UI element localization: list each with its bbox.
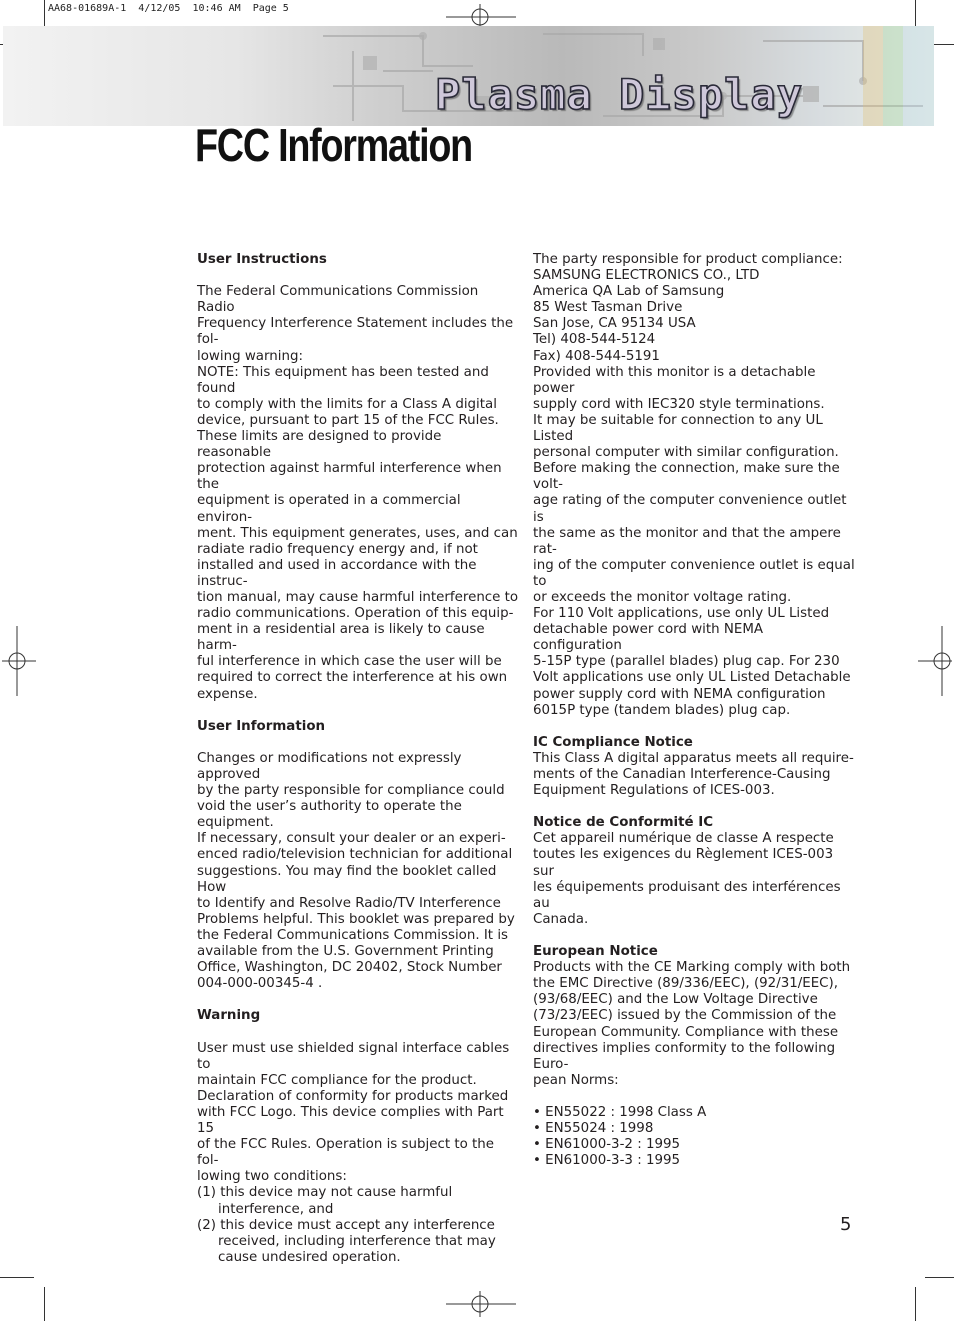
text-line: European Community. Compliance with these [533, 1024, 839, 1040]
text-line: (93/68/EEC) and the Low Voltage Directive [533, 992, 818, 1008]
section-heading-notice-de-conformite: Notice de Conformité IC [533, 815, 714, 831]
registration-mark-icon [446, 1291, 516, 1317]
crop-mark [925, 1277, 954, 1278]
section-heading-user-instructions: User Instructions [197, 252, 327, 267]
text-line: ments of the Canadian Interference-Causing [533, 767, 831, 782]
text-line: directives implies conformity to the following Euro- [533, 1040, 836, 1072]
text-line: tion manual, may cause harmful interference to [197, 589, 519, 605]
notice-de-conformite-text [533, 831, 855, 928]
text-line: Products with the CE Marking comply with both [533, 960, 851, 976]
text-line: Office, Washington, DC 20402, Stock Number [197, 960, 502, 976]
text-line: User must use shielded signal interface cables to [197, 1040, 510, 1072]
warning-text [197, 1041, 519, 1266]
text-line: 5-15P type (parallel blades) plug cap. For 230 [533, 654, 840, 670]
text-line: suggestions. You may find the booklet called How [197, 863, 497, 895]
list-item: • EN61000-3-3 : 1995 [533, 1153, 681, 1169]
crop-mark [915, 1287, 916, 1321]
norms-list [533, 1105, 855, 1169]
text-line: the Federal Communications Commission. It is [197, 927, 509, 943]
text-line: San Jose, CA 95134 USA [533, 316, 696, 332]
text-line: with FCC Logo. This device complies with Part 15 [197, 1104, 504, 1137]
text-line: power supply cord with NEMA configuration [533, 686, 826, 702]
text-line: to comply with the limits for a Class A digital [197, 396, 497, 412]
text-line: pean Norms: [533, 1072, 619, 1088]
list-item: • EN55022 : 1998 Class A [533, 1104, 707, 1120]
text-line: expense. [197, 686, 258, 702]
list-item: • EN61000-3-2 : 1995 [533, 1137, 681, 1153]
list-item: • EN55024 : 1998 [533, 1121, 654, 1137]
text-line: personal computer with similar configuration. [533, 445, 839, 461]
text-line: Fax) 408-544-5191 [533, 348, 660, 364]
condition-item: (2) this device must accept any interference received, including interference that may cause undesired operation. [197, 1217, 496, 1265]
text-line: Problems helpful. This booklet was prepared by [197, 911, 515, 927]
text-line: Volt applications use only UL Listed Detachable [533, 670, 851, 686]
text-line: The Federal Communications Commission Radio [197, 284, 479, 316]
text-line: radiate radio frequency energy and, if not [197, 541, 478, 557]
text-line: by the party responsible for compliance could [197, 783, 505, 799]
text-line: ment in a residential area is likely to cause harm- [197, 622, 485, 654]
text-line: ing of the computer convenience outlet is equal to [533, 557, 855, 589]
compliance-party-text [533, 252, 855, 719]
section-heading-european-notice: European Notice [533, 944, 658, 960]
section-heading-user-information: User Information [197, 718, 326, 734]
text-line: lowing two conditions: [197, 1169, 347, 1185]
text-line: Provided with this monitor is a detachable power [533, 364, 816, 396]
text-line: America QA Lab of Samsung [533, 284, 725, 300]
text-line: If necessary, consult your dealer or an experi- [197, 831, 506, 847]
text-line: Canada. [533, 911, 589, 927]
text-line: of the FCC Rules. Operation is subject to the fol- [197, 1137, 495, 1169]
section-heading-ic-compliance: IC Compliance Notice [533, 734, 693, 750]
text-line: 85 West Tasman Drive [533, 300, 683, 316]
text-line: ful interference in which case the user will be [197, 654, 502, 670]
text-line: Changes or modifications not expressly approved [197, 750, 462, 782]
text-line: NOTE: This equipment has been tested and found [197, 364, 489, 396]
print-slug-line: AA68-01689A-1 4/12/05 10:46 AM Page 5 [48, 3, 289, 14]
text-line: 004-000-00345-4 . [197, 976, 323, 992]
text-line: supply cord with IEC320 style terminations. [533, 396, 825, 412]
text-line: This Class A digital apparatus meets all require- [533, 750, 854, 766]
text-line: installed and used in accordance with the instruc- [197, 557, 477, 589]
page-number: 5 [840, 1214, 852, 1235]
text-line: Tel) 408-544-5124 [533, 332, 656, 348]
text-line: void the user’s authority to operate the equipment. [197, 799, 462, 831]
text-line: radio communications. Operation of this equip- [197, 606, 514, 622]
text-line: maintain FCC compliance for the product. [197, 1072, 477, 1088]
text-line: or exceeds the monitor voltage rating. [533, 589, 792, 605]
left-column [197, 252, 519, 1266]
user-instructions-text [197, 284, 519, 702]
crop-mark [0, 1277, 34, 1278]
registration-mark-icon [2, 626, 36, 696]
text-line: Frequency Interference Statement includes the fol- [197, 316, 514, 348]
text-line: required to correct the interference at his own [197, 670, 508, 686]
banner-title: Plasma Display [435, 70, 804, 119]
text-line: age rating of the computer convenience outlet is [533, 493, 847, 525]
registration-mark-icon [918, 626, 952, 696]
text-line: enced radio/television technician for additional [197, 847, 513, 863]
condition-item: (1) this device may not cause harmful interference, and [197, 1185, 453, 1217]
text-line: toutes les exigences du Règlement ICES-003 sur [533, 847, 834, 879]
user-information-text [197, 751, 519, 992]
ic-compliance-text [533, 751, 855, 799]
text-line: available from the U.S. Government Printing [197, 944, 494, 960]
text-line: detachable power cord with NEMA configuration [533, 622, 764, 654]
right-column [533, 252, 855, 1169]
text-line: equipment is operated in a commercial environ- [197, 493, 461, 525]
text-line: Declaration of conformity for products marked [197, 1088, 509, 1104]
text-line: the same as the monitor and that the ampere rat- [533, 525, 841, 557]
text-line: These limits are designed to provide reasonable [197, 429, 442, 461]
page-title: FCC Information [195, 119, 472, 171]
text-line: 6015P type (tandem blades) plug cap. [533, 702, 791, 718]
text-line: (73/23/EEC) issued by the Commission of the [533, 1008, 837, 1024]
text-line: Equipment Regulations of ICES-003. [533, 783, 775, 799]
text-line: SAMSUNG ELECTRONICS CO., LTD [533, 268, 760, 284]
text-line: ment. This equipment generates, uses, and can [197, 525, 518, 541]
text-line: les équipements produisant des interférences au [533, 879, 841, 911]
european-notice-text [533, 960, 855, 1089]
text-line: device, pursuant to part 15 of the FCC Rules. [197, 412, 499, 428]
text-line: to Identify and Resolve Radio/TV Interference [197, 895, 501, 911]
text-line: It may be suitable for connection to any UL Listed [533, 412, 823, 445]
text-line: For 110 Volt applications, use only UL Listed [533, 606, 830, 622]
text-line: the EMC Directive (89/336/EEC), (92/31/EEC), [533, 976, 839, 992]
text-line: lowing warning: [197, 348, 303, 364]
text-line: The party responsible for product compliance: [533, 252, 843, 267]
header-banner [3, 26, 934, 126]
crop-mark [44, 1287, 45, 1321]
text-line: Cet appareil numérique de classe A respecte [533, 831, 834, 847]
text-line: protection against harmful interference when the [197, 461, 502, 493]
section-heading-warning: Warning [197, 1008, 261, 1024]
text-line: Before making the connection, make sure the volt- [533, 461, 840, 493]
